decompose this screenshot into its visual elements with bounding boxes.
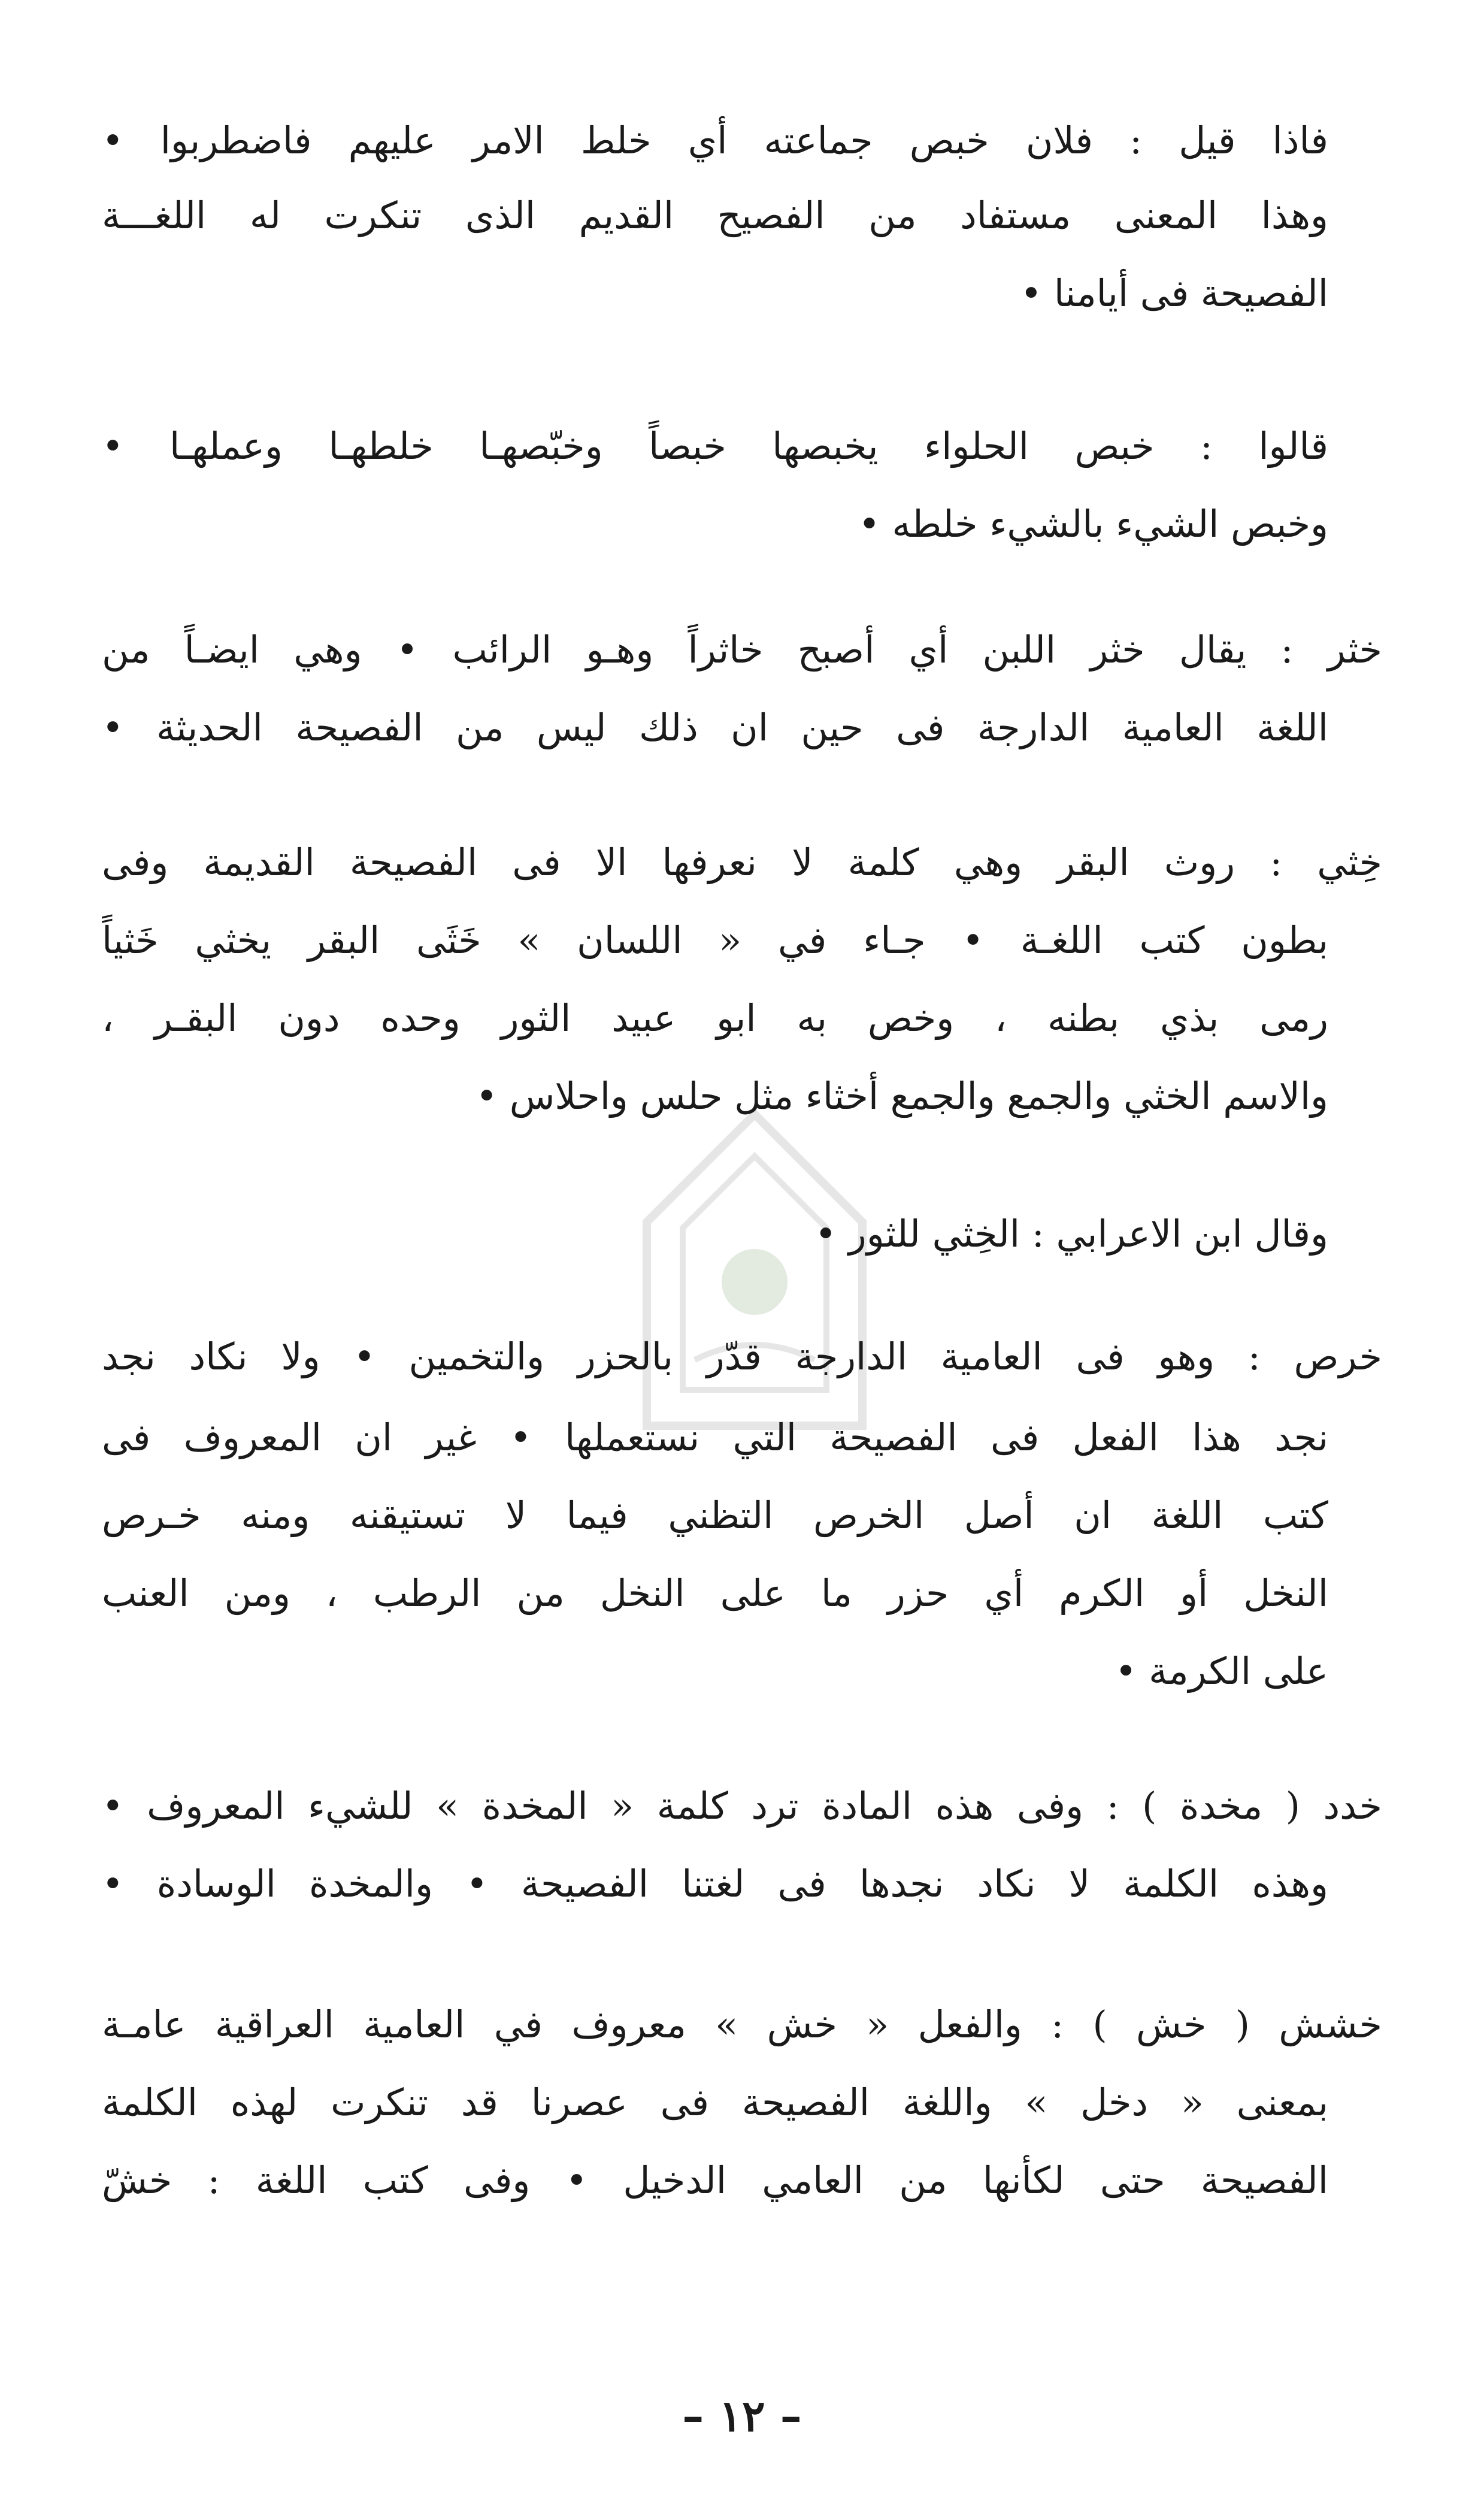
entry-first-line: خثر : يقال خثر اللبن أي أصبح خاثراً وهـو الرائب • وهي ايضـاً من (102, 628, 1382, 672)
entry-first-line: خدد ( مخدة ) : وفى هذه المادة ترد كلمة « المخدة » للشيء المعروف • (102, 1784, 1382, 1828)
text-line: قالوا : خبص الحلواء يخبصها خبصاً وخبّصهـا خلطهـا وعملهـا • (102, 424, 1328, 468)
text-line: وهذا المعنى مستفاد من الفصيح القديم الذى تنكرت له اللغـــة (102, 193, 1328, 237)
text-line: الفصيحة حتى لكأنها من العامي الدخيل • وفى كتب اللغة : خشّ (102, 2158, 1328, 2202)
library-watermark-logo (623, 1102, 886, 1438)
text-line: فاذا قيل : فلان خبص جماعته أي خلط الامر عليهم فاضطربوا • (102, 119, 1328, 162)
entry-first-line: خشش ( خش ) : والفعل « خش » معروف في العامية العراقية عامـة (102, 2003, 1382, 2046)
entry-first-line: خرص : وهو فى العامية الدارجة قدّر بالحزر والتخمين • ولا نكاد نجد (102, 1335, 1382, 1378)
text-line: الفصيحة فى أيامنا • (1020, 271, 1328, 315)
text-line: نجد هذا الفعل فى الفصيحة التي نستعملها • غير ان المعروف فى (102, 1416, 1328, 1459)
text-line: على الكرمة • (1114, 1649, 1328, 1693)
text-line: وهذه الكلمة لا نكاد نجدها فى لغتنا الفصيحة • والمخدة الوسادة • (102, 1862, 1328, 1906)
text-line: بطون كتب اللغـة • جـاء في « اللسان » خَثَى البقر يخثي خَثياً (102, 918, 1328, 962)
text-line: كتب اللغة ان أصل الخرص التظني فيما لا تستيقنه ومنه خـرص (102, 1493, 1328, 1537)
entry-first-line: خِثي : روث البقر وهي كلمة لا نعرفها الا فى الفصيحة القديمة وفى (102, 840, 1382, 884)
text-line: بمعنى « دخل » واللغة الفصيحة فى عصرنا قد تنكرت لهذه الكلمة (102, 2080, 1328, 2124)
text-line: وقال ابن الاعرابي : الخِثي للثور • (814, 1212, 1328, 1256)
text-line: وخبص الشيء بالشيء خلطه • (858, 502, 1328, 546)
text-line: اللغة العامية الدارجة فى حين ان ذلك ليس من الفصيحة الحديثة • (102, 706, 1328, 749)
page-number: – ١٢ – (682, 2390, 802, 2441)
text-line: والاسم الخثي والجمع والجمع أخثاء مثل حلس واحلاس • (476, 1074, 1328, 1118)
text-line: رمى بذي بطنه ، وخص به ابو عبيد الثور وحده دون البقـر ، (102, 996, 1328, 1040)
text-line: النخل أو الكرم أي حزر ما على النخل من الرطب ، ومن العنب (102, 1571, 1328, 1615)
